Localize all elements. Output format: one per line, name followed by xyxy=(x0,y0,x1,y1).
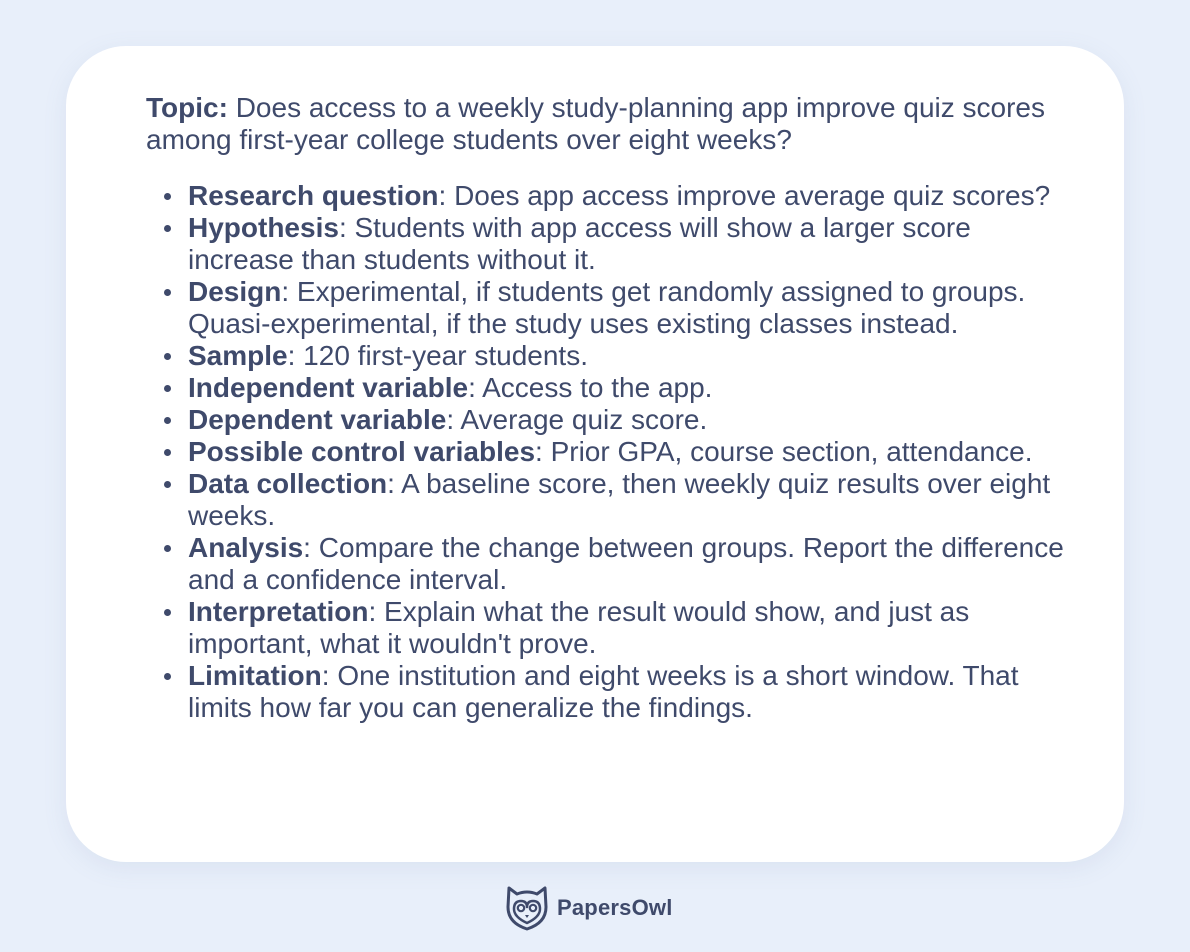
item-text: : Average quiz score. xyxy=(446,404,708,435)
item-text: : Experimental, if students get randomly assigned to groups. Quasi-experimental, if the study uses existing classes instead. xyxy=(188,276,1026,339)
bullet-icon xyxy=(164,481,171,488)
topic-text: Does access to a weekly study-planning app improve quiz scores among first-year college students over eight weeks? xyxy=(146,92,1045,155)
bullet-icon xyxy=(164,385,171,392)
brand-logo xyxy=(505,884,673,932)
item-label: Dependent variable xyxy=(188,404,447,435)
bullet-icon xyxy=(164,609,171,616)
item-label: Research question xyxy=(188,180,439,211)
brand-name: PapersOwl xyxy=(557,895,673,920)
list-item xyxy=(188,532,1068,596)
item-text: : A baseline score, then weekly quiz results over eight weeks. xyxy=(188,468,1051,531)
bullet-icon xyxy=(164,289,171,296)
item-text: : Prior GPA, course section, attendance. xyxy=(535,436,1033,467)
item-label: Design xyxy=(188,276,282,307)
item-label: Hypothesis xyxy=(188,212,339,243)
content-card xyxy=(66,46,1124,862)
bullet-icon xyxy=(164,193,171,200)
list-item xyxy=(188,436,1068,468)
bullet-icon xyxy=(164,673,171,680)
list-item xyxy=(188,340,1068,372)
item-label: Interpretation xyxy=(188,596,369,627)
item-label: Limitation xyxy=(188,660,322,691)
item-text: : One institution and eight weeks is a short window. That limits how far you can generalize the findings. xyxy=(188,660,1019,723)
bullet-icon xyxy=(164,353,171,360)
bullet-icon xyxy=(164,449,171,456)
item-text: : Explain what the result would show, and just as important, what it wouldn't prove. xyxy=(188,596,970,659)
bullet-icon xyxy=(164,225,171,232)
research-outline-list xyxy=(146,180,1068,724)
item-label: Independent variable xyxy=(188,372,469,403)
list-item xyxy=(188,372,1068,404)
item-text: : Access to the app. xyxy=(468,372,713,403)
owl-logo-icon xyxy=(505,885,549,931)
topic-paragraph xyxy=(146,92,1068,156)
item-label: Analysis xyxy=(188,532,304,563)
list-item xyxy=(188,468,1068,532)
item-label: Possible control variables xyxy=(188,436,536,467)
item-text: : 120 first-year students. xyxy=(287,340,588,371)
list-item xyxy=(188,404,1068,436)
item-text: : Students with app access will show a larger score increase than students without it. xyxy=(188,212,971,275)
list-item xyxy=(188,660,1068,724)
list-item xyxy=(188,212,1068,276)
item-text: : Does app access improve average quiz scores? xyxy=(438,180,1051,211)
list-item xyxy=(188,180,1068,212)
item-label: Data collection xyxy=(188,468,388,499)
item-text: : Compare the change between groups. Report the difference and a confidence interval. xyxy=(188,532,1064,595)
topic-label: Topic: xyxy=(146,92,228,123)
bullet-icon xyxy=(164,417,171,424)
item-label: Sample xyxy=(188,340,288,371)
list-item xyxy=(188,596,1068,660)
bullet-icon xyxy=(164,545,171,552)
list-item xyxy=(188,276,1068,340)
